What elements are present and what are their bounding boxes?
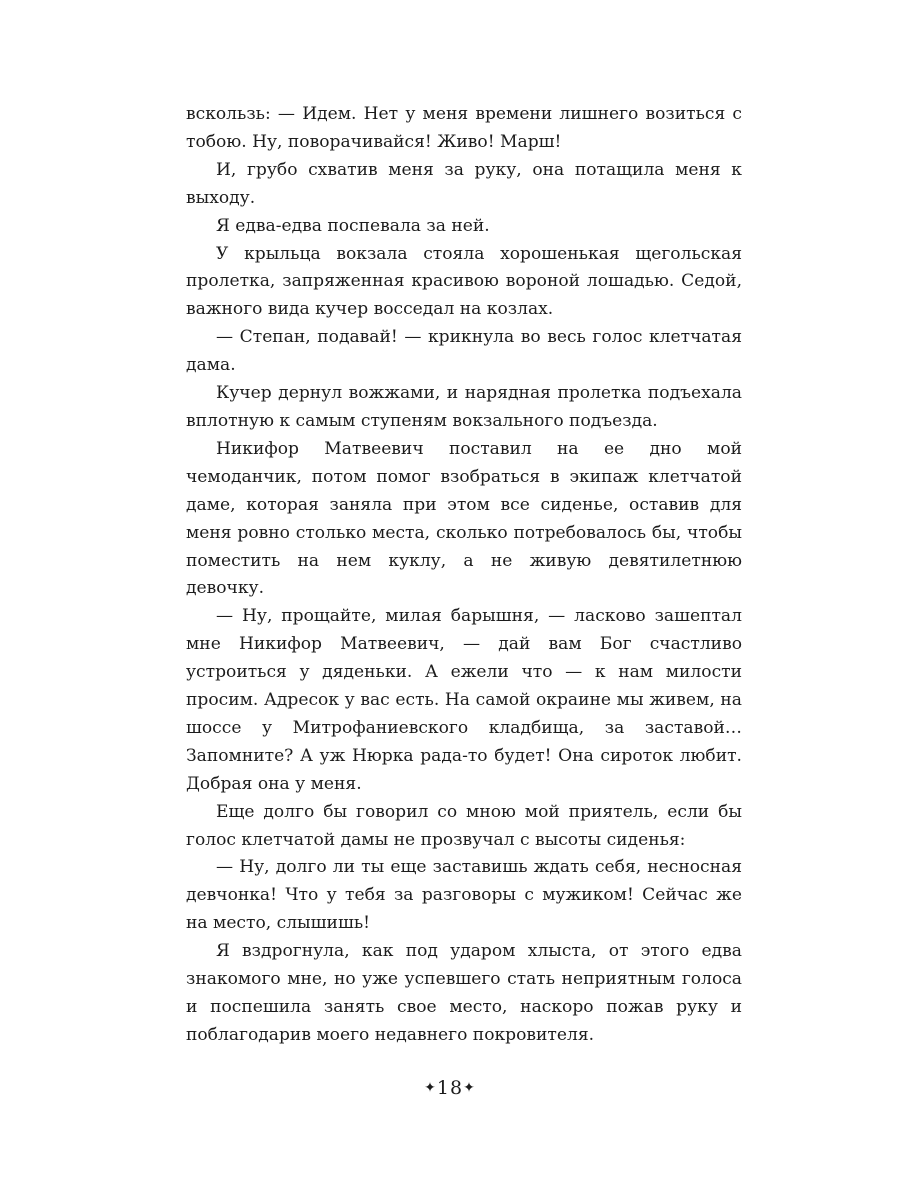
paragraph-3: Я едва-едва поспевала за ней. — [216, 215, 490, 236]
right-ornament-icon: ✦ — [463, 1080, 476, 1096]
paragraph-1: вскользь: — Идем. Нет у меня времени лишнего возиться с тобою. Ну, поворачивайся! Живо! Марш! — [186, 104, 742, 152]
paragraph-6: Кучер дернул вожжами, и нарядная пролетка подъехала вплотную к самым ступеням вокзального подъезда. — [186, 383, 742, 431]
left-ornament-icon: ✦ — [424, 1080, 437, 1096]
paragraph-9: Еще долго бы говорил со мною мой приятель, если бы голос клетчатой дамы не прозвучал с высоты сиденья: — [186, 801, 742, 850]
paragraph-11: Я вздрогнула, как под ударом хлыста, от этого едва знакомого мне, но уже успевшего стать неприятным голоса и поспешила занять свое место, наскоро пожав руку и поблагодарив моего недавнего покровителя. — [186, 941, 742, 1045]
paragraph-8: — Ну, прощайте, милая барышня, — ласково зашептал мне Никифор Матвеевич, — дай вам Бог счастливо устроиться у дяденьки. А ежели что — к нам милости просим. Адресок у вас есть. На самой окраине мы живем, на шоссе у Митрофаниевского кладбища, за заставой… Запомните? А уж Нюрка рада-то будет! Она сироток любит. Добрая она у меня. — [186, 606, 742, 794]
page-number-value: 18 — [436, 1077, 464, 1099]
body-text — [186, 101, 742, 1050]
paragraph-5: — Степан, подавай! — крикнула во весь голос клетчатая дама. — [186, 327, 742, 376]
paragraph-7: Никифор Матвеевич поставил на ее дно мой чемоданчик, потом помог взобраться в экипаж клетчатой даме, которая заняла при этом все сиденье, оставив для меня ровно столько места, сколько потребовалось бы, чтобы поместить на нем куклу, а не живую девятилетнюю девочку. — [186, 438, 742, 599]
paragraph-2: И, грубо схватив меня за руку, она потащила меня к выходу. — [186, 159, 742, 208]
paragraph-4: У крыльца вокзала стояла хорошенькая щегольская пролетка, запряженная красивою вороной лошадью. Седой, важного вида кучер восседал на козлах. — [186, 243, 742, 320]
page-number — [0, 1077, 900, 1099]
paragraph-10: — Ну, долго ли ты еще заставишь ждать себя, несносная девчонка! Что у тебя за разговоры с мужиком! Сейчас же на место, слышишь! — [186, 857, 742, 934]
